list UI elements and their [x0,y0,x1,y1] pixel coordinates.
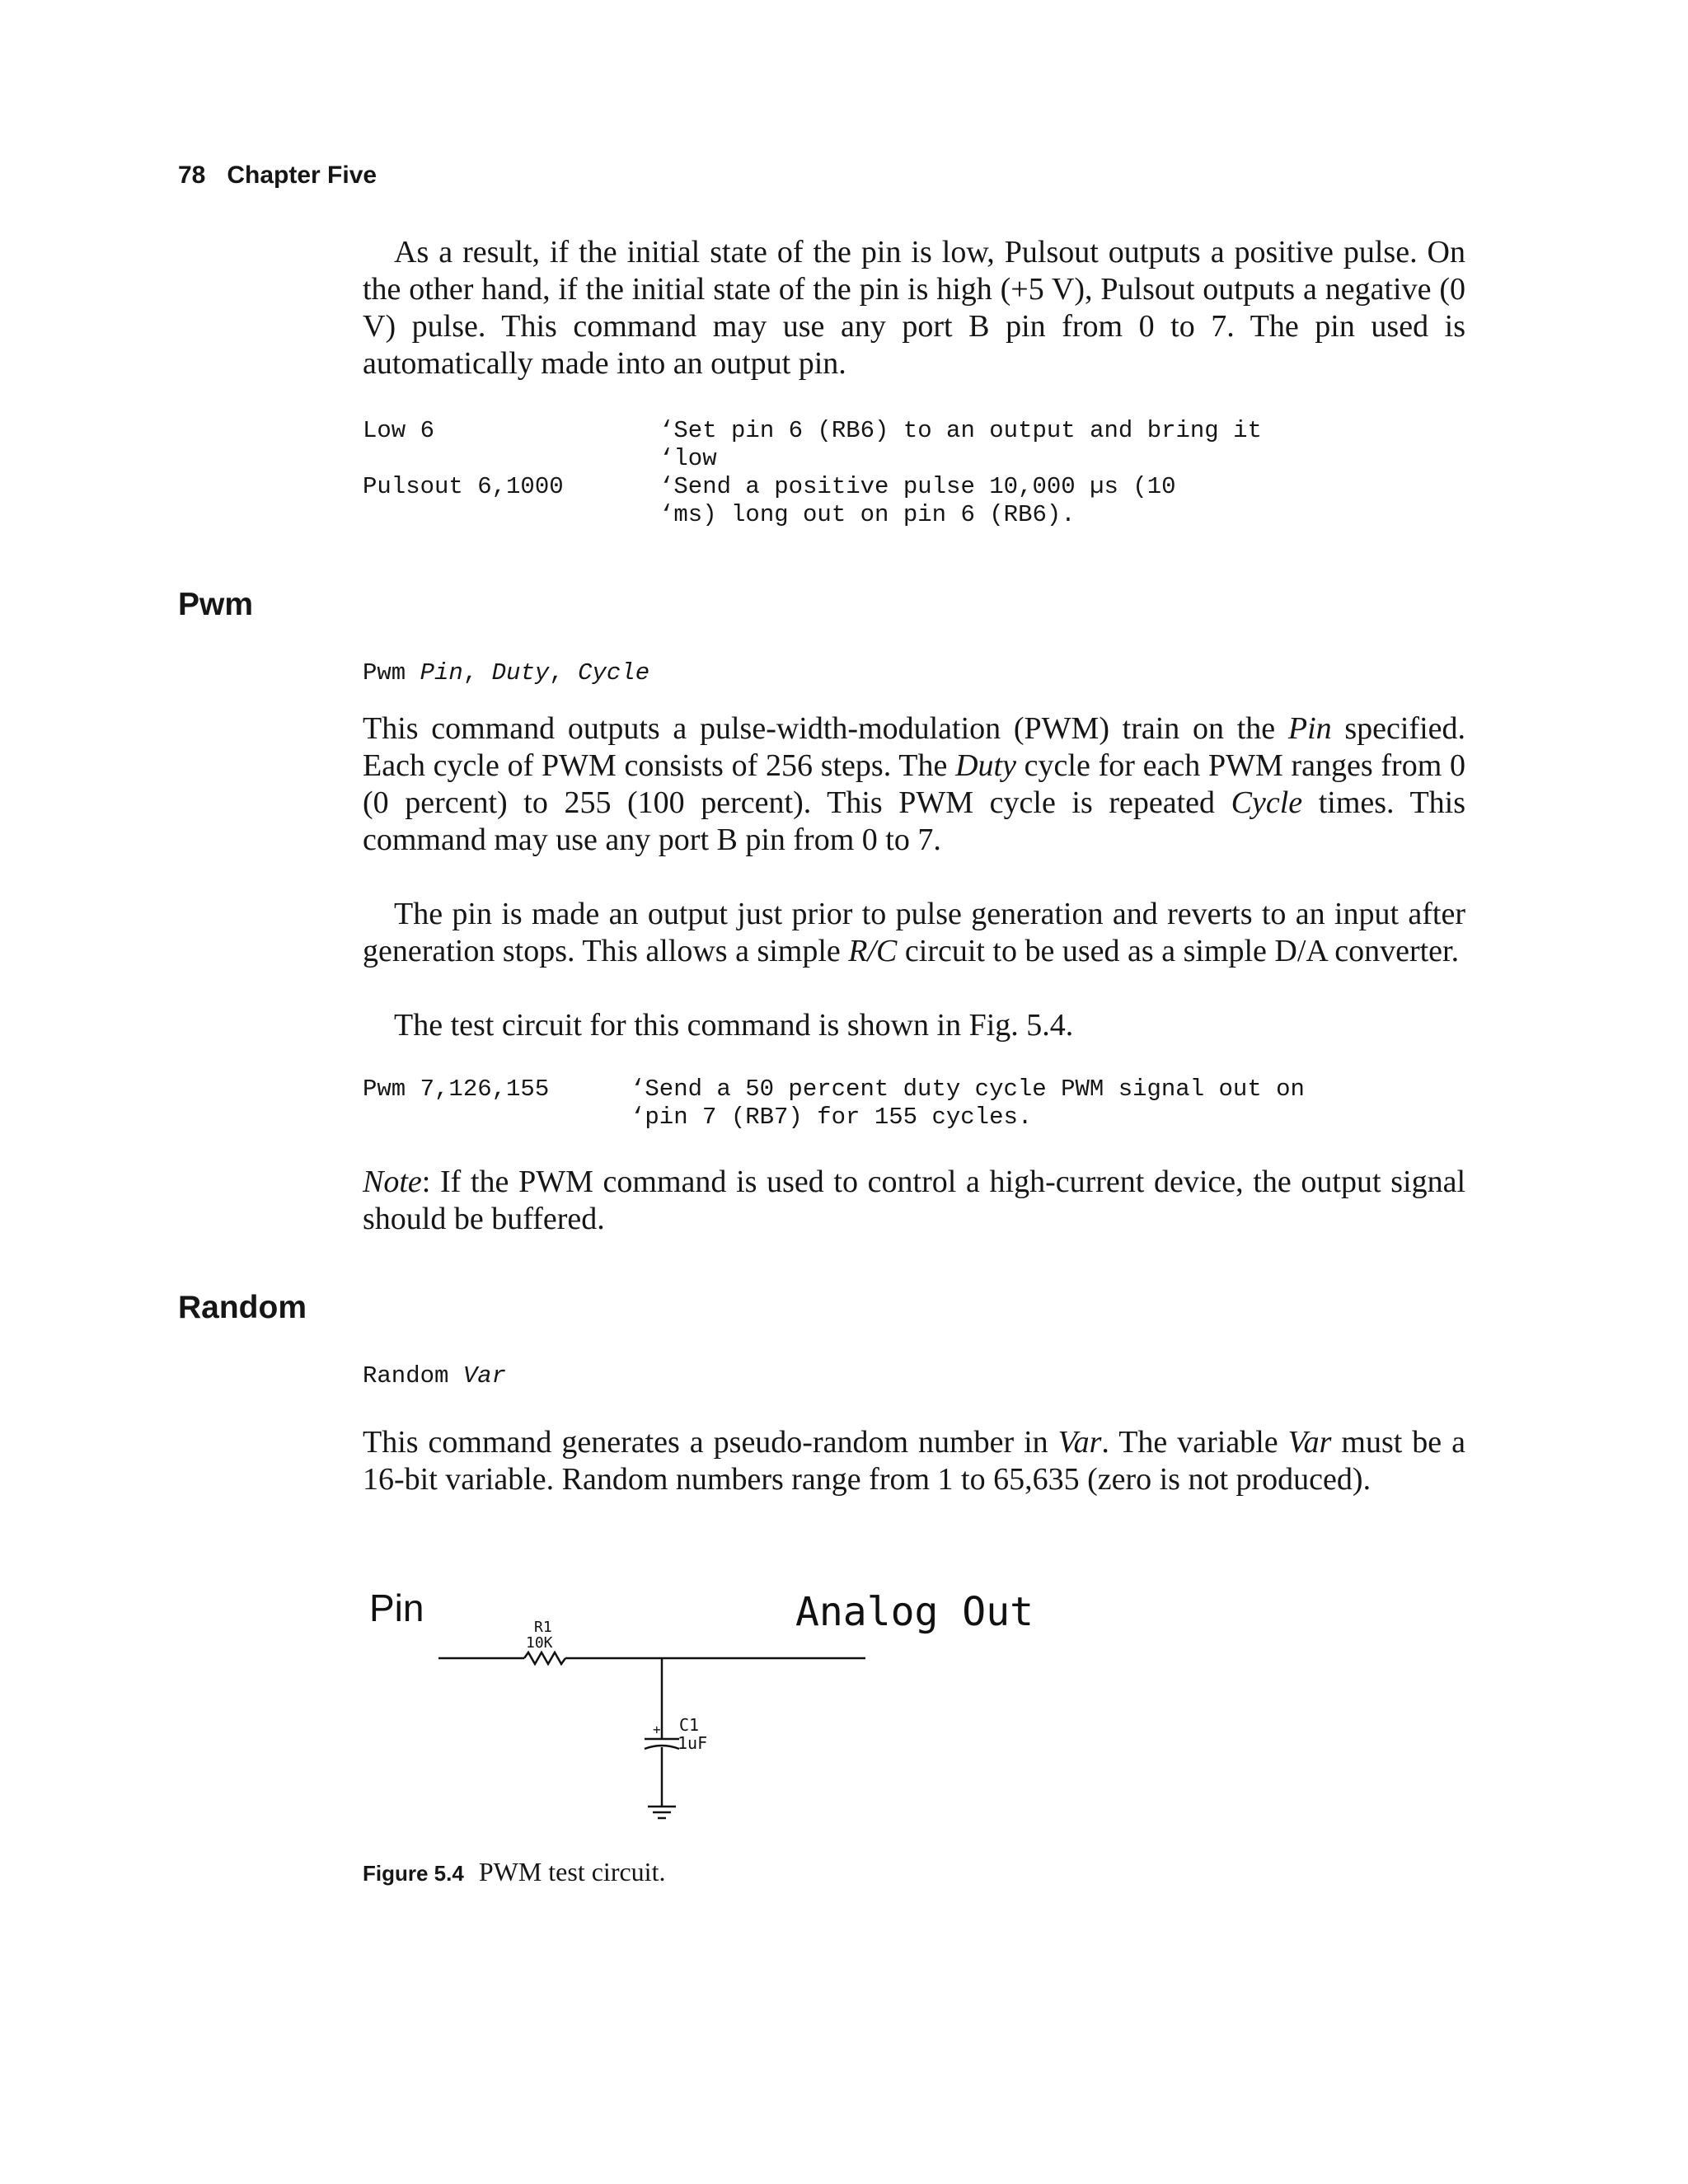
syntax-arg: Cycle [578,659,650,687]
text-run: The pin is made an output just prior to pulse generation and reverts to an input after generation stops. This allows a simple [363,897,1465,968]
random-syntax [363,1362,506,1390]
capacitor-value-label: 1uF [678,1733,708,1753]
section-heading-pwm: Pwm [178,587,254,622]
syntax-command: Random [363,1362,463,1390]
ground-symbol [648,1807,676,1818]
resistor-name-label: R1 [534,1619,552,1636]
code-statement: Pwm 7,126,155 [363,1076,550,1103]
resistor-value-label: 10K [526,1634,553,1652]
pwm-paragraph-3 [363,1007,1465,1044]
text-run-italic: Duty [955,748,1016,783]
capacitor-polarity: + [653,1722,661,1737]
running-header [178,162,377,190]
section-heading-random: Random [178,1290,307,1325]
capacitor-name-label: C1 [679,1715,700,1735]
intro-paragraph-text: As a result, if the initial state of the pin is low, Pulsout outputs a positive pulse. On the other hand, if the initial state of the pin is high (+5 V), Pulsout outputs a negative (0 V) pulse. This command may use any port B pin from 0 to 7. The pin used is automatically made into an output pin. [363,235,1465,381]
text-run-italic: Cycle [1231,785,1303,820]
pwm-paragraph-2 [363,896,1465,970]
syntax-arg: Pin [420,659,463,687]
resistor-r1-symbol [524,1652,565,1664]
analog-out-label: Analog Out [795,1589,1034,1635]
figure-caption-text: PWM test circuit. [478,1857,666,1886]
syntax-command: Pwm [363,659,420,687]
figure-number: Figure 5.4 [363,1861,464,1886]
syntax-arg: Var [462,1362,507,1390]
page-number: 78 [178,162,206,189]
pwm-syntax [363,659,649,687]
code-statement: Low 6 [363,417,435,444]
text-run: The test circuit for this command is shown in Fig. 5.4. [394,1008,1074,1043]
pwm-note [363,1164,1465,1238]
text-run: specified. Each cycle of PWM consists of 256 steps. The [363,711,1466,783]
text-run: This command generates a pseudo-random number in [363,1425,1058,1460]
figure-caption [363,1857,665,1887]
text-run-italic: Var [1057,1425,1102,1460]
text-run: cycle for each PWM ranges from 0 (0 percent) to 255 (100 percent). This PWM cycle is repeated [363,748,1465,820]
pwm-paragraph-1 [363,710,1465,859]
code-comment: ‘Send a positive pulse 10,000 µs (10 ‘ms) long out on pin 6 (RB6). [659,473,1176,528]
code-comment: ‘Send a 50 percent duty cycle PWM signal out on ‘pin 7 (RB7) for 155 cycles. [631,1076,1305,1131]
intro-paragraph [363,234,1465,382]
text-run: . The variable [1101,1425,1288,1460]
text-run: This command outputs a pulse-width-modulation (PWM) train on the [363,711,1288,746]
note-text: : If the PWM command is used to control a high-current device, the output signal should be buffered. [363,1165,1465,1236]
text-run-italic: Pin [1287,711,1332,746]
text-run: must be a 16-bit variable. Random numbers range from 1 to 65,635 (zero is not produced). [363,1425,1465,1497]
pwm-test-circuit-diagram [363,1574,1104,1846]
chapter-title: Chapter Five [227,162,377,189]
syntax-separator: , [549,659,579,687]
note-label: Note [363,1165,422,1199]
syntax-separator: , [462,659,492,687]
text-run-italic: R/C [848,934,898,968]
random-paragraph [363,1424,1465,1498]
text-run: times. This command may use any port B pin from 0 to 7. [363,785,1465,857]
code-statement: Pulsout 6,1000 [363,473,564,500]
code-comment: ‘Set pin 6 (RB6) to an output and bring it ‘low [659,417,1262,472]
syntax-arg: Duty [491,659,550,687]
text-run: circuit to be used as a simple D/A converter. [897,934,1460,968]
text-run-italic: Var [1287,1425,1332,1460]
pin-label: Pin [369,1586,424,1629]
